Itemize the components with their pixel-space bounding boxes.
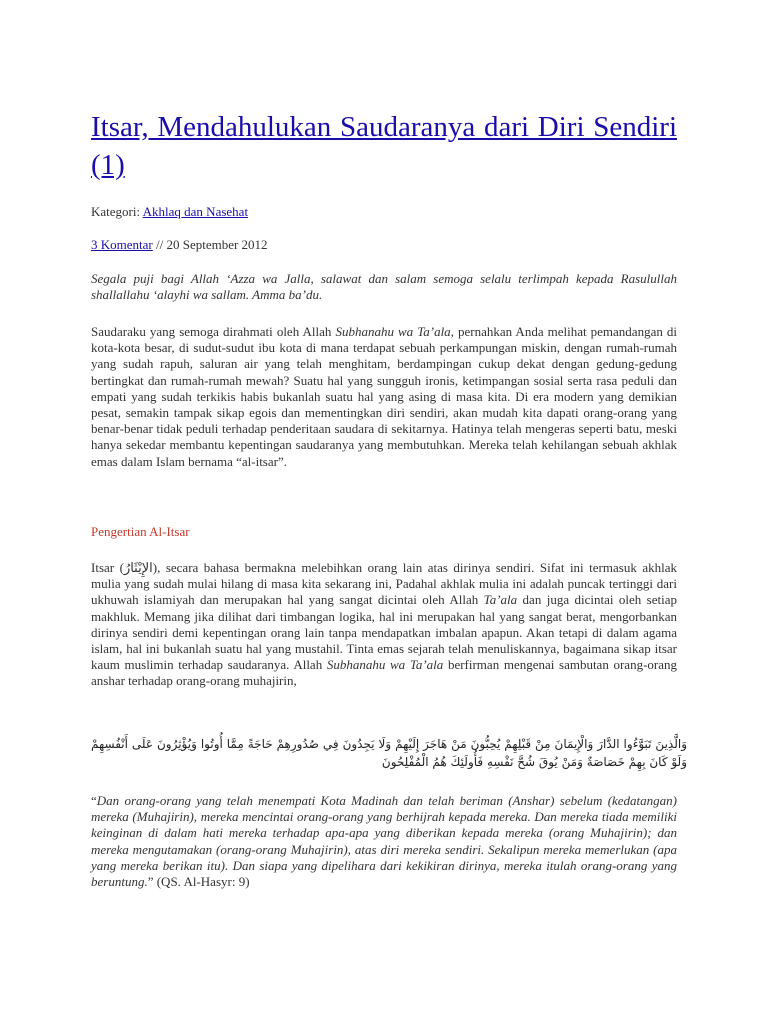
intro-paragraph: Segala puji bagi Allah ‘Azza wa Jalla, salawat dan salam semoga selalu terlimpah kepada Rasulullah shallallahu ‘alayhi wa sallam. Amma ba’du. xyxy=(91,271,677,303)
verse-translation: “Dan orang-orang yang telah menempati Kota Madinah dan telah beriman (Anshar) sebelum (kedatangan) mereka (Muhajirin), mereka mencintai orang-orang yang berhijrah kepada mereka. Dan mereka tiada memiliki keinginan di dalam hati mereka terhadap apa-apa yang diberikan kepada mereka (orang Muhajirin); dan mereka mengutamakan (orang-orang Muhajirin), atas diri mereka sendiri. Sekalipun mereka memerlukan (apa yang mereka berikan itu). Dan siapa yang dipelihara dari kekikiran dirinya, mereka itulah orang-orang yang beruntung.” (QS. Al-Hasyr: 9) xyxy=(91,793,677,890)
paragraph-2: Itsar (الإِيْثَارُ), secara bahasa bermakna melebihkan orang lain atas dirinya sendiri. Sifat ini termasuk akhlak mulia yang sudah mulai hilang di masa kita sekarang ini, Padahal akhlak mulia ini adalah puncak tertinggi dari ukhuwah islamiyah dan merupakan hal yang sangat dicintai oleh Allah Ta’ala dan juga dicintai oleh setiap makhluk. Memang jika dilihat dari timbangan logika, hal ini merupakan hal yang sangat berat, mengorbankan dirinya sendiri demi kepentingan orang lain tanpa mendapatkan imbalan apapun. Akan tetapi di dalam agama islam, hal ini bukanlah suatu hal yang mustahil. Tinta emas sejarah telah menuliskannya, bagaimana sikap itsar kaum muslimin terhadap saudaranya. Allah Subhanahu wa Ta’ala berfirman mengenai sambutan orang-orang anshar terhadap orang-orang muhajirin, xyxy=(91,560,678,689)
arabic-verse: وَالَّذِينَ تَبَوَّءُوا الدَّارَ وَالْإِيمَانَ مِنْ قَبْلِهِمْ يُحِبُّونَ مَنْ هَاجَرَ إِلَيْهِمْ وَلَا يَجِدُونَ فِي صُدُورِهِمْ حَاجَةً مِمَّا أُوتُوا وَيُؤْثِرُونَ عَلَى أَنْفُسِهِمْ وَلَوْ كَانَ بِهِمْ خَصَاصَةٌ وَمَنْ يُوقَ شُحَّ نَفْسِهِ فَأُولَئِكَ هُمُ الْمُفْلِحُونَ xyxy=(91,737,687,769)
category-prefix: Kategori: xyxy=(91,204,143,219)
date-separator: // xyxy=(152,237,167,252)
section-heading: Pengertian Al-Itsar xyxy=(91,524,190,539)
category-link[interactable]: Akhlaq dan Nasehat xyxy=(142,204,249,219)
comments-link[interactable]: 3 Komentar xyxy=(91,237,153,252)
article-title-link[interactable]: Itsar, Mendahulukan Saudaranya dari Diri Sendiri (1) xyxy=(91,111,677,181)
category-line xyxy=(91,204,248,220)
post-date: 20 September 2012 xyxy=(166,237,268,252)
comments-date-line xyxy=(91,237,268,253)
paragraph-1: Saudaraku yang semoga dirahmati oleh Allah Subhanahu wa Ta’ala, pernahkan Anda melihat pemandangan di kota-kota besar, di sudut-sudut ibu kota di mana terdapat sebuah perkampungan miskin, dengan rumah-rumah yang sudah rapuh, saluran air yang telah menghitam, berdampingan cukup dekat dengan gedung-gedung bertingkat dan rumah-rumah mewah? Suatu hal yang sungguh ironis, ketimpangan sosial serta rasa peduli dan empati yang sudah terkikis habis bukanlah suatu hal yang asing di masa kita. Di era modern yang demikian pesat, semakin tampak sikap egois dan mementingkan diri sendiri, akan mudah kita dapati orang-orang yang benar-benar tidak peduli terhadap penderitaan saudara di sekitarnya. Hatinya telah mengeras seperti batu, meski hanya sekedar membantu kepentingan saudaranya yang membutuhkan. Mereka telah kehilangan sebuah akhlak emas dalam Islam bernama “al-itsar”. xyxy=(91,324,678,469)
arabic-term: الإِيْثَارُ xyxy=(123,560,153,575)
